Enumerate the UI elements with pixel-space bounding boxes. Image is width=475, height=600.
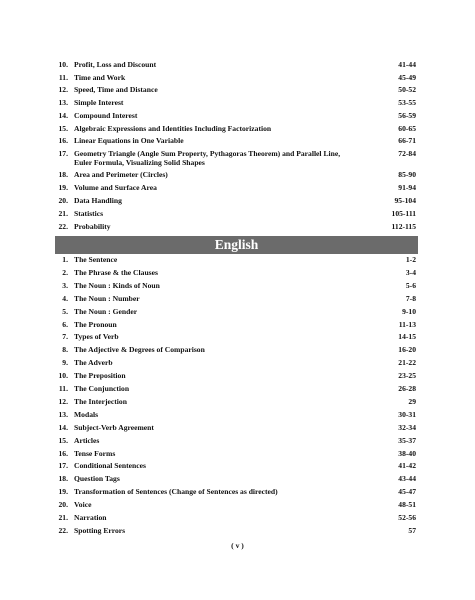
toc-entry [0, 357, 475, 369]
entry-title: Linear Equations in One Variable [74, 136, 184, 145]
entry-pages: 7-8 [405, 293, 416, 303]
entry-title: Transformation of Sentences (Change of Sentences as directed) [74, 487, 278, 497]
entry-title: Tense Forms [74, 448, 116, 458]
toc-entry [0, 396, 475, 408]
entry-number: 21. [58, 513, 68, 522]
entry-title: Types of Verb [74, 332, 119, 342]
entry-pages: 43-44 [398, 474, 416, 484]
entry-number: 16. [58, 448, 68, 458]
entry-title: Compound Interest [74, 111, 138, 120]
entry-pages: 30-31 [398, 409, 416, 419]
entry-pages: 53-55 [398, 98, 416, 107]
entry-pages: 95-104 [394, 196, 416, 205]
entry-number: 3. [62, 280, 68, 290]
entry-title: The Noun : Gender [74, 306, 138, 316]
entry-pages: 16-20 [398, 345, 416, 355]
entry-pages: 56-59 [398, 111, 416, 120]
entry-pages: 45-47 [398, 487, 416, 497]
entry-pages: 57 [408, 525, 416, 535]
entry-number: 10. [58, 60, 68, 69]
entry-title: Geometry Triangle (Angle Sum Property, Pythagoras Theorem) and Parallel Line, [74, 149, 341, 158]
entry-pages: 21-22 [398, 358, 416, 368]
entry-title: The Adverb [74, 358, 113, 368]
toc-entry [0, 473, 475, 485]
entry-title: Question Tags [74, 474, 120, 484]
entry-number: 22. [58, 222, 68, 231]
toc-entry [0, 383, 475, 395]
entry-number: 14. [58, 422, 68, 432]
toc-entry [0, 195, 475, 207]
toc-entry [0, 460, 475, 472]
entry-number: 1. [62, 255, 68, 264]
toc-entry [0, 84, 475, 96]
entry-title: The Noun : Kinds of Noun [74, 280, 160, 290]
toc-entry [0, 267, 475, 279]
entry-title: Articles [74, 435, 100, 445]
entry-number: 12. [58, 85, 68, 94]
entry-pages: 35-37 [398, 435, 416, 445]
entry-number: 6. [62, 319, 68, 329]
entry-title: Subject-Verb Agreement [74, 422, 154, 432]
entry-title: Statistics [74, 209, 104, 218]
entry-number: 14. [58, 111, 68, 120]
entry-title: Profit, Loss and Discount [74, 60, 157, 69]
entry-pages: 11-13 [398, 319, 416, 329]
toc-entry [0, 409, 475, 421]
toc-entry [0, 182, 475, 194]
toc-entry [0, 331, 475, 343]
toc-entry [0, 319, 475, 331]
entry-number: 12. [58, 396, 68, 406]
entry-pages: 38-40 [398, 448, 416, 458]
entry-number: 20. [58, 500, 68, 510]
entry-number: 5. [62, 306, 68, 316]
toc-entry [0, 344, 475, 356]
entry-number: 21. [58, 209, 68, 218]
toc-entry [0, 148, 475, 167]
entry-title: The Interjection [74, 396, 127, 406]
toc-entry [0, 422, 475, 434]
toc-entry [0, 72, 475, 84]
toc-entry [0, 435, 475, 447]
entry-pages: 60-65 [398, 124, 416, 133]
entry-number: 4. [62, 293, 68, 303]
toc-entry [0, 221, 475, 233]
entry-title: Spotting Errors [74, 525, 126, 535]
entry-pages: 52-56 [398, 513, 416, 522]
toc-entry [0, 135, 475, 147]
entry-pages: 85-90 [398, 170, 416, 179]
toc-entry [0, 169, 475, 181]
entry-number: 19. [58, 487, 68, 497]
entry-title: Conditional Sentences [74, 461, 146, 471]
entry-title: The Adjective & Degrees of Comparison [74, 345, 205, 355]
entry-number: 18. [58, 474, 68, 484]
entry-number: 8. [62, 345, 68, 355]
toc-entry [0, 448, 475, 460]
entry-pages: 14-15 [398, 332, 416, 342]
entry-pages: 112-115 [391, 222, 416, 231]
entry-number: 19. [58, 183, 68, 192]
entry-pages: 50-52 [398, 85, 416, 94]
entry-number: 15. [58, 124, 68, 133]
entry-number: 22. [58, 525, 68, 535]
toc-entry [0, 499, 475, 511]
entry-title: Volume and Surface Area [74, 183, 157, 192]
english-section-header: English [55, 236, 418, 254]
toc-entry [0, 486, 475, 498]
entry-title: Area and Perimeter (Circles) [74, 170, 168, 179]
entry-number: 17. [58, 461, 68, 471]
toc-entry [0, 254, 475, 266]
toc-entry [0, 525, 475, 537]
entry-number: 10. [58, 371, 68, 381]
entry-pages: 26-28 [398, 384, 416, 393]
entry-pages: 5-6 [405, 280, 416, 290]
entry-number: 18. [58, 170, 68, 179]
entry-pages: 45-49 [398, 73, 416, 82]
toc-entry [0, 110, 475, 122]
entry-pages: 105-111 [391, 209, 416, 218]
entry-pages: 66-71 [398, 136, 416, 145]
entry-pages: 41-44 [398, 60, 416, 69]
entry-pages: 72-84 [398, 149, 416, 158]
toc-entry [0, 293, 475, 305]
entry-pages: 9-10 [402, 306, 416, 316]
toc-entry [0, 370, 475, 382]
entry-title: Time and Work [74, 73, 126, 82]
toc-entry [0, 208, 475, 220]
toc-entry [0, 512, 475, 524]
entry-number: 9. [62, 358, 68, 368]
entry-title: Probability [74, 222, 111, 231]
entry-title: Voice [74, 500, 92, 510]
entry-title: Algebraic Expressions and Identities Including Factorization [74, 124, 272, 133]
entry-number: 11. [58, 73, 68, 82]
entry-pages: 48-51 [398, 500, 416, 510]
entry-number: 20. [58, 196, 68, 205]
entry-title: Modals [74, 409, 99, 419]
entry-pages: 23-25 [398, 371, 416, 381]
toc-entry [0, 59, 475, 71]
entry-number: 7. [62, 332, 68, 342]
page-number: ( v ) [231, 541, 244, 550]
entry-title: Narration [74, 513, 107, 522]
entry-pages: 29 [408, 396, 416, 406]
entry-pages: 32-34 [398, 422, 416, 432]
entry-pages: 91-94 [398, 183, 416, 192]
entry-pages: 41-42 [398, 461, 416, 471]
entry-number: 15. [58, 435, 68, 445]
entry-title: The Conjunction [74, 384, 130, 393]
entry-title: The Preposition [74, 371, 126, 381]
entry-number: 2. [62, 267, 68, 277]
entry-pages: 3-4 [405, 267, 416, 277]
entry-title: Data Handling [74, 196, 122, 205]
entry-number: 17. [58, 149, 68, 158]
toc-entry [0, 123, 475, 135]
toc-entry [0, 97, 475, 109]
entry-title: Simple Interest [74, 98, 124, 107]
entry-pages: 1-2 [405, 255, 416, 264]
entry-title: Speed, Time and Distance [74, 85, 158, 94]
toc-entry [0, 280, 475, 292]
entry-title-continued: Euler Formula, Visualizing Solid Shapes [74, 158, 205, 167]
entry-title: The Phrase & the Clauses [74, 267, 158, 277]
entry-title: The Pronoun [74, 319, 117, 329]
entry-title: The Sentence [74, 255, 118, 264]
toc-entry [0, 306, 475, 318]
entry-number: 13. [58, 409, 68, 419]
entry-number: 16. [58, 136, 68, 145]
entry-number: 11. [58, 384, 68, 393]
entry-number: 13. [58, 98, 68, 107]
entry-title: The Noun : Number [74, 293, 140, 303]
